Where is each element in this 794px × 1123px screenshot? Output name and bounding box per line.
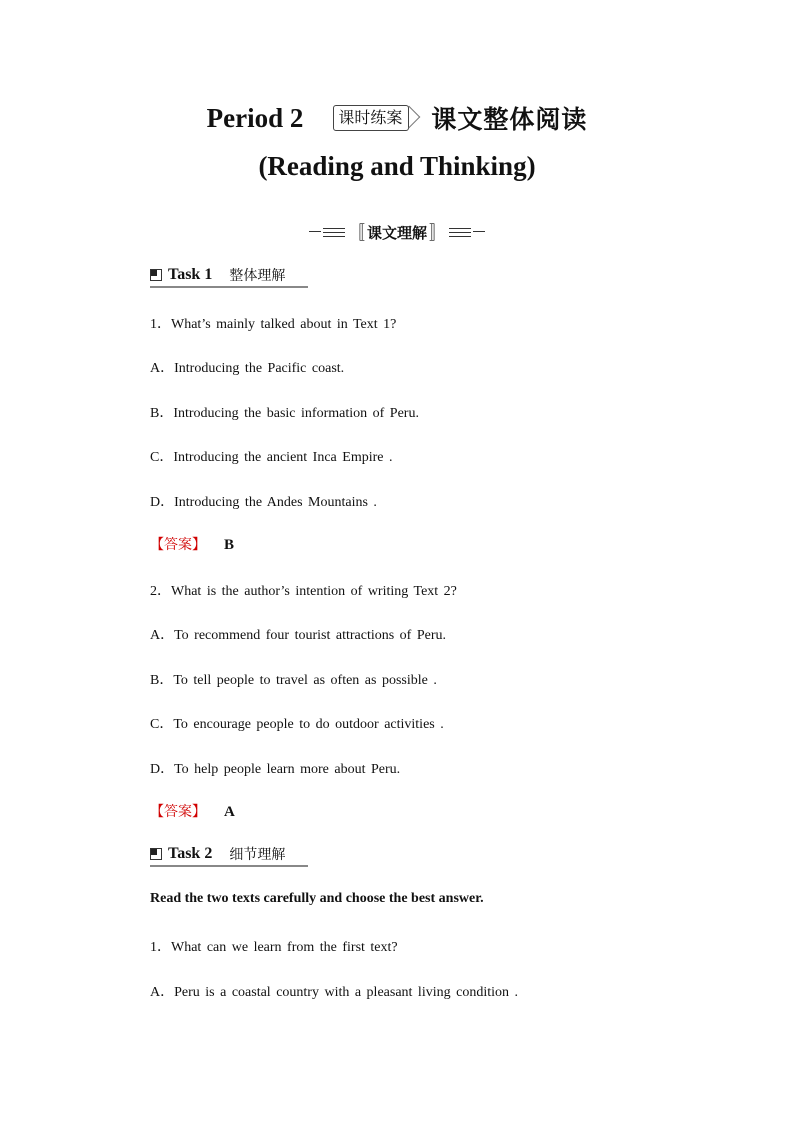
t1q2-option-a: A．To recommend four tourist attractions of Peru.: [150, 628, 447, 643]
t1q2-option-c: C．To encourage people to do outdoor activities .: [150, 717, 444, 732]
t1q1-option-d: D．Introducing the Andes Mountains .: [150, 495, 377, 510]
right-decor-lines: [449, 227, 485, 237]
note-icon: [150, 269, 162, 281]
answer-value: A: [224, 804, 235, 820]
section-label: 课文理解: [366, 223, 427, 242]
task2-instruction: Read the two texts carefully and choose the best answer.: [150, 891, 484, 906]
lesson-badge: 课时练案: [333, 105, 409, 131]
t1q1-question: 1．What’s mainly talked about in Text 1?: [150, 317, 397, 332]
t1q2-answer: [150, 801, 235, 821]
t2q1-question: 1．What can we learn from the first text?: [150, 940, 398, 955]
left-bracket: 〚: [346, 223, 365, 244]
section-header: [0, 220, 794, 244]
task2-name: Task 2: [168, 845, 213, 862]
title-line: [0, 96, 794, 140]
t1q1-option-c: C．Introducing the ancient Inca Empire .: [150, 450, 393, 465]
t1q1-answer: [150, 534, 234, 554]
answer-value: B: [224, 537, 235, 553]
period-title: Period 2: [206, 102, 304, 133]
t1q2-option-d: D．To help people learn more about Peru.: [150, 762, 401, 777]
task2-cn: 细节理解: [229, 847, 286, 863]
right-bracket: 〛: [429, 223, 447, 244]
task2-header: [150, 843, 308, 867]
note-icon: [150, 848, 162, 860]
answer-label: 【答案】: [150, 804, 206, 820]
t2q1-option-a: A．Peru is a coastal country with a pleasant living condition .: [150, 985, 518, 1000]
left-decor-lines: [309, 227, 345, 237]
t1q1-option-b: B．Introducing the basic information of Peru.: [150, 406, 419, 421]
t1q2-option-b: B．To tell people to travel as often as possible .: [150, 673, 437, 688]
t1q2-question: 2．What is the author’s intention of writing Text 2?: [150, 584, 457, 599]
task1-cn: 整体理解: [229, 268, 286, 284]
t1q1-option-a: A．Introducing the Pacific coast.: [150, 361, 345, 376]
task1-header: [150, 264, 308, 288]
chinese-title: 课文整体阅读: [431, 105, 588, 134]
task1-name: Task 1: [168, 266, 213, 283]
answer-label: 【答案】: [150, 537, 206, 553]
subtitle: (Reading and Thinking): [258, 151, 536, 181]
